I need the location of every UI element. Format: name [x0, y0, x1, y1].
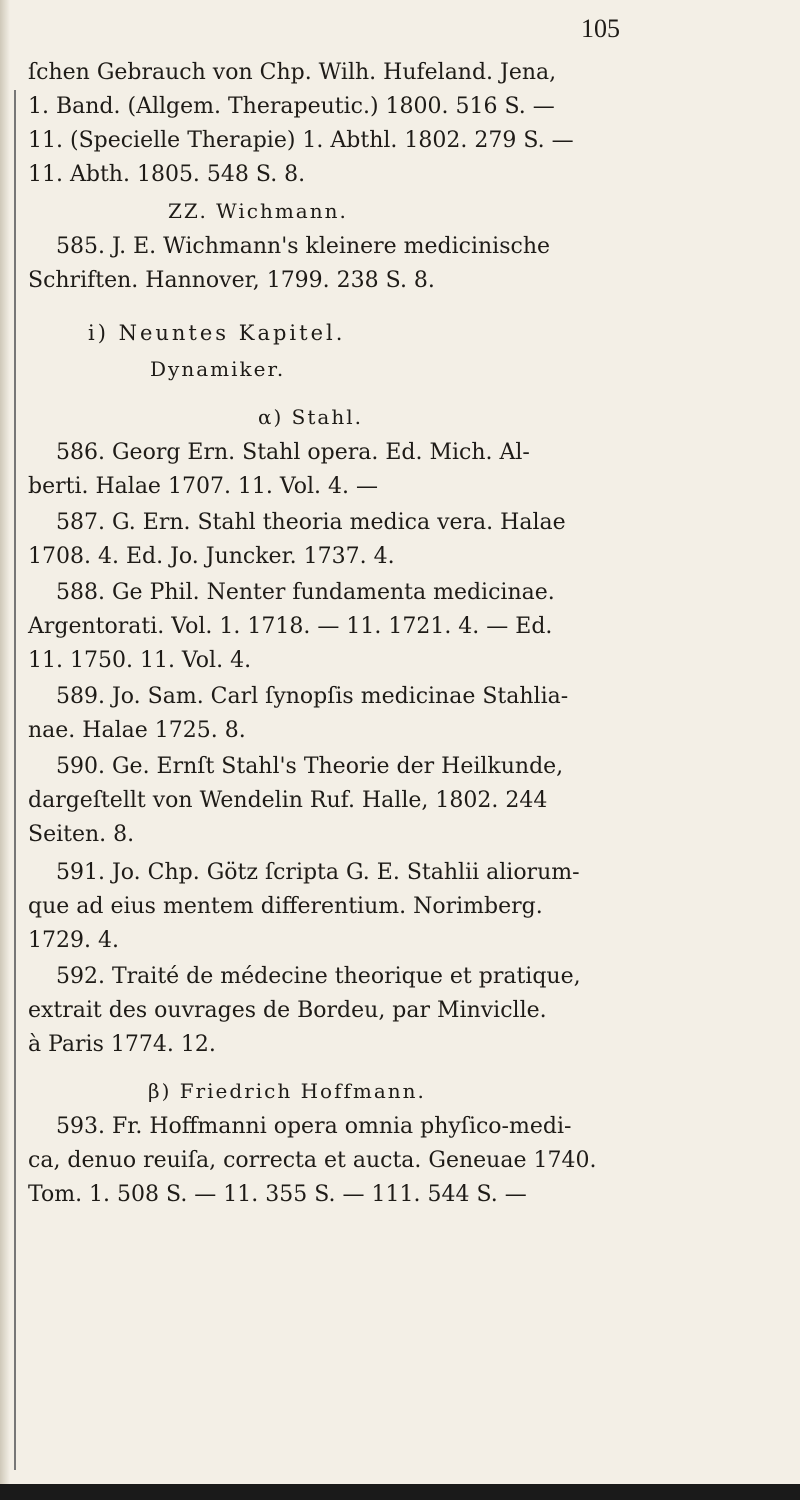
entry-589: 589. Jo. Sam. Carl ſynopſis medicinae Stahlia- [56, 684, 569, 709]
entry-590: 590. Ge. Ernſt Stahl's Theorie der Heilkunde, [56, 754, 564, 779]
entry-585: 585. J. E. Wichmann's kleinere medicinische [56, 234, 551, 259]
text-line: à Paris 1774. 12. [28, 1032, 216, 1057]
text-line: ca, denuo reuiſa, correcta et aucta. Geneuae 1740. [28, 1148, 597, 1173]
page-edge-line [14, 90, 16, 1470]
section-heading-hoffmann: β) Friedrich Hoffmann. [148, 1079, 426, 1103]
section-heading-wichmann: ZZ. Wichmann. [168, 199, 348, 223]
text-line: 1708. 4. Ed. Jo. Juncker. 1737. 4. [28, 544, 395, 569]
page-gutter-shadow [0, 0, 10, 1500]
text-line: Argentorati. Vol. 1. 1718. — 11. 1721. 4. — Ed. [28, 614, 553, 639]
text-line: nae. Halae 1725. 8. [28, 718, 246, 743]
text-line: 11. Abth. 1805. 548 S. 8. [28, 162, 306, 187]
entry-587: 587. G. Ern. Stahl theoria medica vera. Halae [56, 510, 566, 535]
entry-592: 592. Traité de médecine theorique et pratique, [56, 964, 581, 989]
entry-588: 588. Ge Phil. Nenter fundamenta medicinae. [56, 580, 555, 605]
chapter-subtitle: Dynamiker. [150, 357, 286, 381]
text-line: dargeſtellt von Wendelin Ruf. Halle, 1802. 244 [28, 788, 548, 813]
text-line: berti. Halae 1707. 11. Vol. 4. — [28, 474, 379, 499]
text-line: 1729. 4. [28, 928, 119, 953]
text-line: 11. (Specielle Therapie) 1. Abthl. 1802. 279 S. — [28, 128, 574, 153]
entry-593: 593. Fr. Hoffmanni opera omnia phyſico-medi- [56, 1114, 572, 1139]
text-line: ſchen Gebrauch von Chp. Wilh. Hufeland. Jena, [28, 60, 557, 85]
text-line: extrait des ouvrages de Bordeu, par Minviclle. [28, 998, 547, 1023]
text-line: 1. Band. (Allgem. Therapeutic.) 1800. 516 S. — [28, 94, 555, 119]
bottom-scan-edge [0, 1484, 800, 1500]
text-line: 11. 1750. 11. Vol. 4. [28, 648, 252, 673]
entry-591: 591. Jo. Chp. Götz ſcripta G. E. Stahlii aliorum- [56, 860, 580, 885]
chapter-heading: i) Neuntes Kapitel. [88, 321, 346, 345]
page-number: 105 [581, 14, 620, 43]
text-line: Tom. 1. 508 S. — 11. 355 S. — 111. 544 S. — [28, 1182, 527, 1207]
text-line: Schriften. Hannover, 1799. 238 S. 8. [28, 268, 435, 293]
text-line: que ad eius mentem differentium. Norimberg. [28, 894, 543, 919]
text-line: Seiten. 8. [28, 822, 135, 847]
section-heading-stahl: α) Stahl. [258, 405, 363, 429]
entry-586: 586. Georg Ern. Stahl opera. Ed. Mich. Al- [56, 440, 530, 465]
